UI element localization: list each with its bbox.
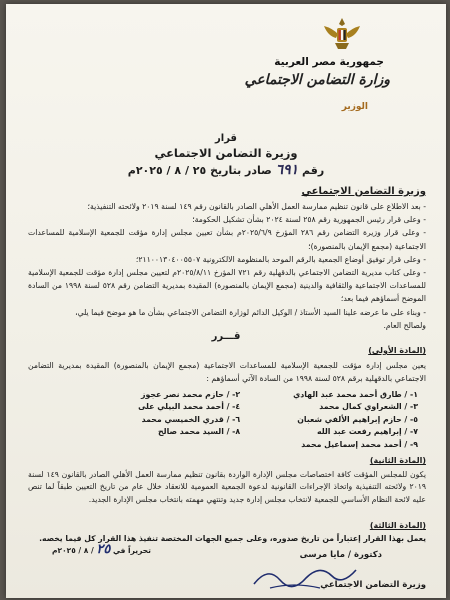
- preamble-item: - وبناء على ما عرضه علينا السيد الأستاذ / الوكيل الدائم لوزارة التضامن الاجتماعي بشأن ما هو موضح فيما يلي،: [75, 307, 426, 317]
- preamble-item: - بعد الاطلاع على قانون تنظيم ممارسة العمل الأهلي الصادر بالقانون رقم ١٤٩ لسنة ٢٠١٩ ولائحته التنفيذية؛: [87, 202, 426, 211]
- egypt-eagle-emblem-icon: [322, 16, 362, 52]
- member-item: ٢- / حازم محمد نصر عجوز: [141, 390, 241, 399]
- edit-day: ٢٥: [96, 542, 111, 557]
- article-3-title: (المادة الثالثة): [369, 521, 426, 530]
- member-item: ٦- / قدري الخميسي محمد: [141, 414, 241, 424]
- preamble: [28, 200, 426, 332]
- member-item: ٤- / أحمد محمد البيلي على: [138, 402, 241, 412]
- handwritten-signature-icon: [250, 558, 360, 596]
- preamble-item: - وعلى قرار رئيس الجمهورية رقم ٢٥٨ لسنة ٢٠٢٤ بشأن تشكيل الحكومة؛: [192, 215, 426, 225]
- document-page: [6, 4, 446, 598]
- decision-title: قرار: [215, 133, 237, 144]
- preamble-item: ولصالح العام.: [383, 320, 426, 330]
- edit-date: [52, 542, 151, 557]
- decision-minister: وزيرة التضامن الاجتماعي: [154, 146, 298, 160]
- ministry-name: وزارة التضامن الاجتماعي: [244, 72, 390, 88]
- number-prefix: رقم: [302, 164, 325, 177]
- preamble-item: - وعلى قرار وزيرة التضامن رقم ٢٨٦ المؤرخ ٢٠٢٥/٦/٩م بشأن تعيين مجلس إدارة مؤقت للجمعية الإسلامية للمساعدات الاجتماعية (مجمع الإيمان بالمنصورة)؛: [28, 228, 426, 251]
- member-item: ٩- / أحمد محمد إسماعيل محمد: [301, 439, 418, 449]
- article-1-title: (المادة الأولى): [368, 346, 426, 355]
- article-1-text: يعين مجلس إدارة مؤقت للجمعية الإسلامية للمساعدات الاجتماعية (مجمع الإيمان بالمنصورة) المقيدة بمديرية التضامن الاجتماعي بالدقهلية برقم ٥٢٨ لسنة ١٩٩٨ من السادة الآتي أسماؤهم :: [28, 361, 426, 383]
- decision-number-line: [6, 162, 446, 178]
- member-item: ٥- / حازم إبراهيم الألفي شعبان: [297, 414, 418, 424]
- member-item: ٧- / إبراهيم رفعت عبد الله: [316, 427, 418, 437]
- article-2-title: (المادة الثانية): [369, 456, 426, 465]
- members-column-left: [76, 389, 240, 439]
- edit-prefix: تحريراً في: [112, 546, 151, 555]
- member-item: ١- / طارق أحمد محمد عبد الهادي: [293, 390, 418, 399]
- country-name: جمهورية مصر العربية: [274, 56, 384, 68]
- signatory-name: دكتورة / مايا مرسى: [299, 550, 382, 560]
- preamble-heading: وزيرة التضامن الاجتماعي: [301, 186, 426, 197]
- preamble-item: - وعلى كتاب مديرية التضامن الاجتماعي بالدقهلية رقم ٧٢١ المؤرخ ٢٠٢٥/٨/١١م لتعيين مجلس إدارة مؤقت للجمعية الإسلامية للمساعدات الاجتماعية والثقافية والدينية (مجمع الإيمان بالمنصورة) المقيدة بمديرية التضامن رقم ٥٢٨ لسنة ١٩٩٨ من السادة الموضح أسماؤهم فيما بعد؛: [28, 268, 426, 304]
- members-column-right: [254, 389, 418, 451]
- preamble-item: - وعلى قرار توفيق أوضاع الجمعية بالرقم الموحد بالمنظومة الالكترونية ٢١١٠٠١٣٠٤٠٠٥٥٠٧؛: [135, 254, 426, 264]
- edit-date-value: / ٨ / ٢٠٢٥م: [52, 546, 94, 555]
- member-item: ٣- / الشعراوي كمال محمد: [319, 402, 418, 412]
- article-2-text: يكون للمجلس المؤقت كافة اختصاصات مجلس الإدارة الواردة بقانون تنظيم ممارسة العمل الأهلي الصادر بالقانون ١٤٩ لسنة ٢٠١٩ ولائحته التنفيذية واتخاذ الإجراءات القانونية لدعوة الجمعية العمومية للانعقاد خلال عام من تاريخ التعيين طبقاً لما تنص عليه لائحة النظام الأساسي للجمعية لانتخاب مجلس إدارة جديد وتنتهي مهمته بانتخاب مجلس الإدارة الجديد.: [28, 470, 426, 504]
- minister-label: الوزير: [341, 102, 368, 112]
- decision-number: ٦٩١: [275, 162, 299, 178]
- decides-heading: قـــرر: [211, 331, 241, 342]
- signatory-role: وزيرة التضامن الاجتماعي: [320, 580, 426, 590]
- member-item: ٨- / السيد محمد صالح: [158, 427, 241, 437]
- issued-date: ٢٥ / ٨ / ٢٠٢٥م: [127, 164, 207, 177]
- article-3-text: يعمل بهذا القرار إعتباراً من تاريخ صدوره، وعلى جميع الجهات المختصة تنفيذ هذا القرار كل فيما يخصه.: [39, 534, 426, 543]
- issued-prefix: صادر بتاريخ: [210, 164, 272, 177]
